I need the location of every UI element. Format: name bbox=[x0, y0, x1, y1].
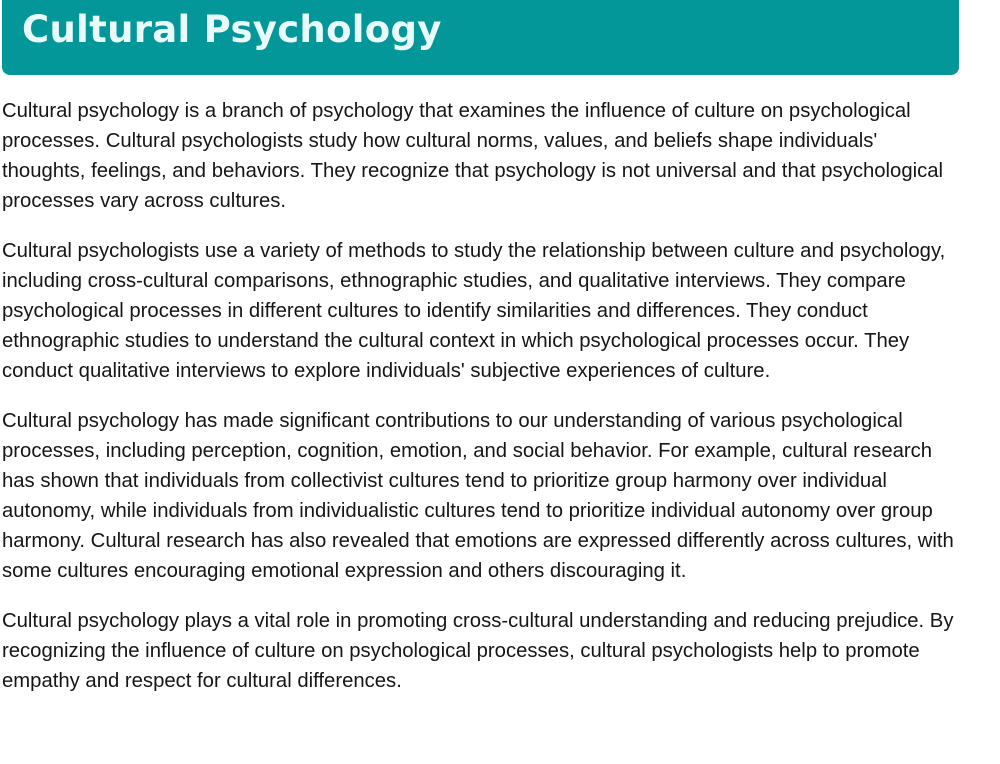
page-title: Cultural Psychology bbox=[22, 8, 442, 51]
paragraph-3: Cultural psychology has made significant contributions to our understanding of various psychological processes, including perception, cognition, emotion, and social behavior. For example, cultural research has shown that individuals from collectivist cultures tend to prioritize group harmony over individual autonomy, while individuals from individualistic cultures tend to prioritize individual autonomy over group harmony. Cultural research has also revealed that emotions are expressed differently across cultures, with some cultures encouraging emotional expression and others discouraging it. bbox=[2, 410, 954, 582]
paragraph-2: Cultural psychologists use a variety of methods to study the relationship between culture and psychology, including cross-cultural comparisons, ethnographic studies, and qualitative interviews. They compare psychological processes in different cultures to identify similarities and differences. They conduct ethnographic studies to understand the cultural context in which psychological processes occur. They conduct qualitative interviews to explore individuals' subjective experiences of culture. bbox=[2, 240, 946, 382]
header-banner bbox=[2, 0, 959, 75]
paragraph-1: Cultural psychology is a branch of psychology that examines the influence of culture on psychological processes. Cultural psychologists study how cultural norms, values, and beliefs shape individuals' thoughts, feelings, and behaviors. They recognize that psychology is not universal and that psychological processes vary across cultures. bbox=[2, 100, 944, 212]
article-body bbox=[2, 96, 962, 716]
paragraph-4: Cultural psychology plays a vital role in promoting cross-cultural understanding and reducing prejudice. By recognizing the influence of culture on psychological processes, cultural psychologists help to promote empathy and respect for cultural differences. bbox=[2, 610, 954, 692]
